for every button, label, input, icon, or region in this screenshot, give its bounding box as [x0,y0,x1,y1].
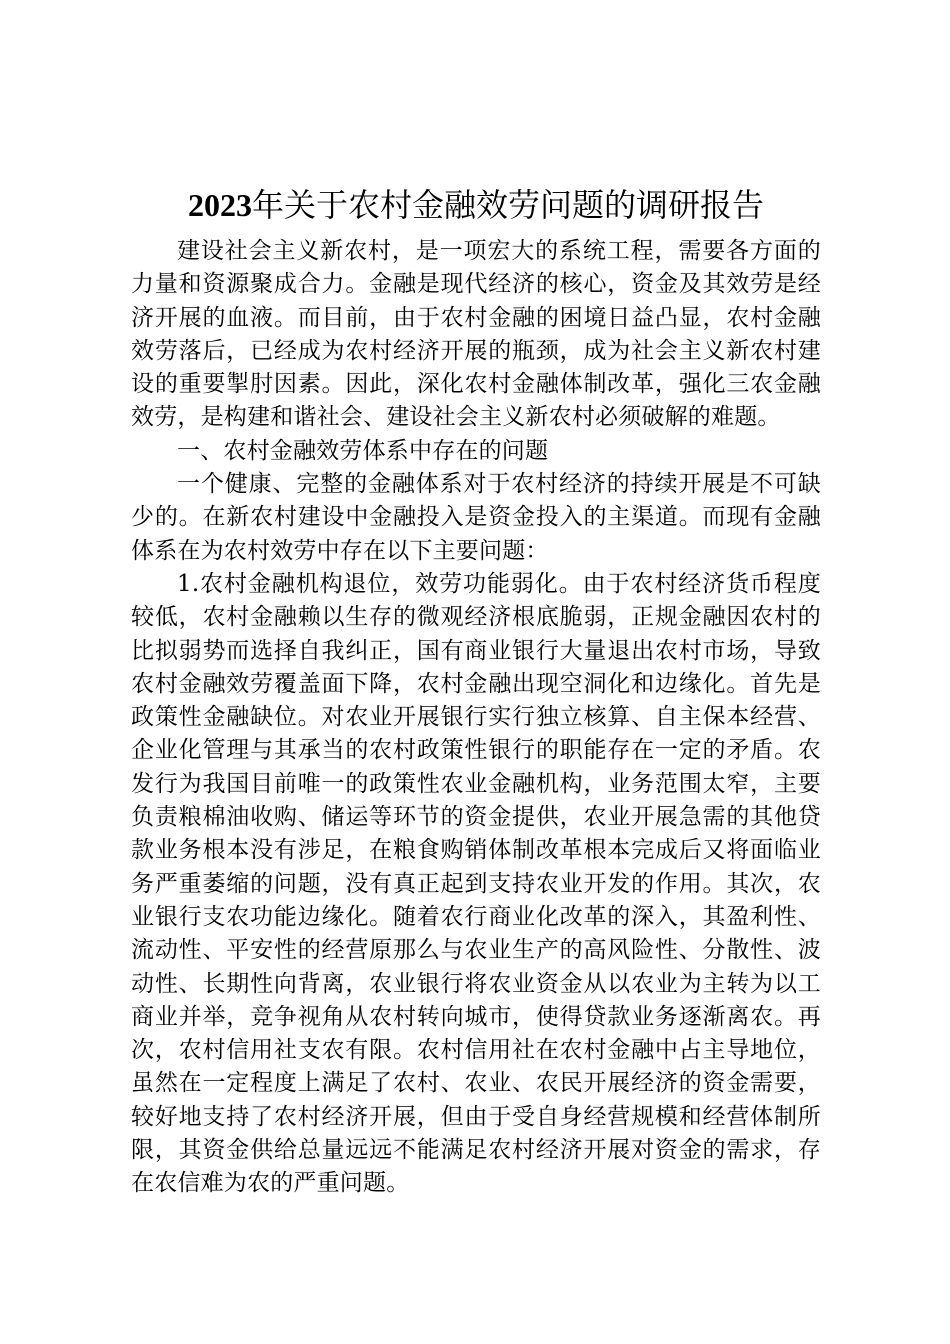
title-text: 年关于农村金融效劳问题的调研报告 [251,186,764,224]
section-intro-paragraph: 一个健康、完整的金融体系对于农村经济的持续开展是不可缺少的。在新农村建设中金融投入是资金投入的主渠道。而现有金融体系在为农村效劳中存在以下主要问题： [131,471,821,564]
title-year: 2023 [187,187,252,223]
section-heading: 一、农村金融效劳体系中存在的问题 [177,437,549,464]
document-title [131,181,821,229]
document-body [131,181,821,1201]
intro-paragraph: 建设社会主义新农村，是一项宏大的系统工程，需要各方面的力量和资源聚成合力。金融是现代经济的核心，资金及其效劳是经济开展的血液。而目前，由于农村金融的困境日益凸显，农村金融效劳落后，已经成为农村经济开展的瓶颈，成为社会主义新农村建设的重要掣肘因素。因此，深化农村金融体制改革，强化三农金融效劳，是构建和谐社会、建设社会主义新农村必须破解的难题。 [131,238,821,431]
point-1-paragraph: 1.农村金融机构退位，效劳功能弱化。由于农村经济货币程度较低，农村金融赖以生存的微观经济根底脆弱，正规金融因农村的比拟弱势而选择自我纠正，国有商业银行大量退出农村市场，导致农村金融效劳覆盖面下降，农村金融出现空洞化和边缘化。首先是政策性金融缺位。对农业开展银行实行独立核算、自主保本经营、企业化管理与其承当的农村政策性银行的职能存在一定的矛盾。农发行为我国目前唯一的政策性农业金融机构，业务范围太窄，主要负责粮棉油收购、储运等环节的资金提供，农业开展急需的其他贷款业务根本没有涉足，在粮食购销体制改革根本完成后又将面临业务严重萎缩的问题，没有真正起到支持农业开发的作用。其次，农业银行支农功能边缘化。随着农行商业化改革的深入，其盈利性、流动性、平安性的经营原那么与农业生产的高风险性、分散性、波动性、长期性向背离，农业银行将农业资金从以农业为主转为以工商业并举，竞争视角从农村转向城市，使得贷款业务逐渐离农。再次，农村信用社支农有限。农村信用社在农村金融中占主导地位，虽然在一定程度上满足了农村、农业、农民开展经济的资金需要，较好地支持了农村经济开展，但由于受自身经营规模和经营体制所限，其资金供给总量远远不能满足农村经济开展对资金的需求，存在农信难为农的严重问题。 [131,570,821,1197]
